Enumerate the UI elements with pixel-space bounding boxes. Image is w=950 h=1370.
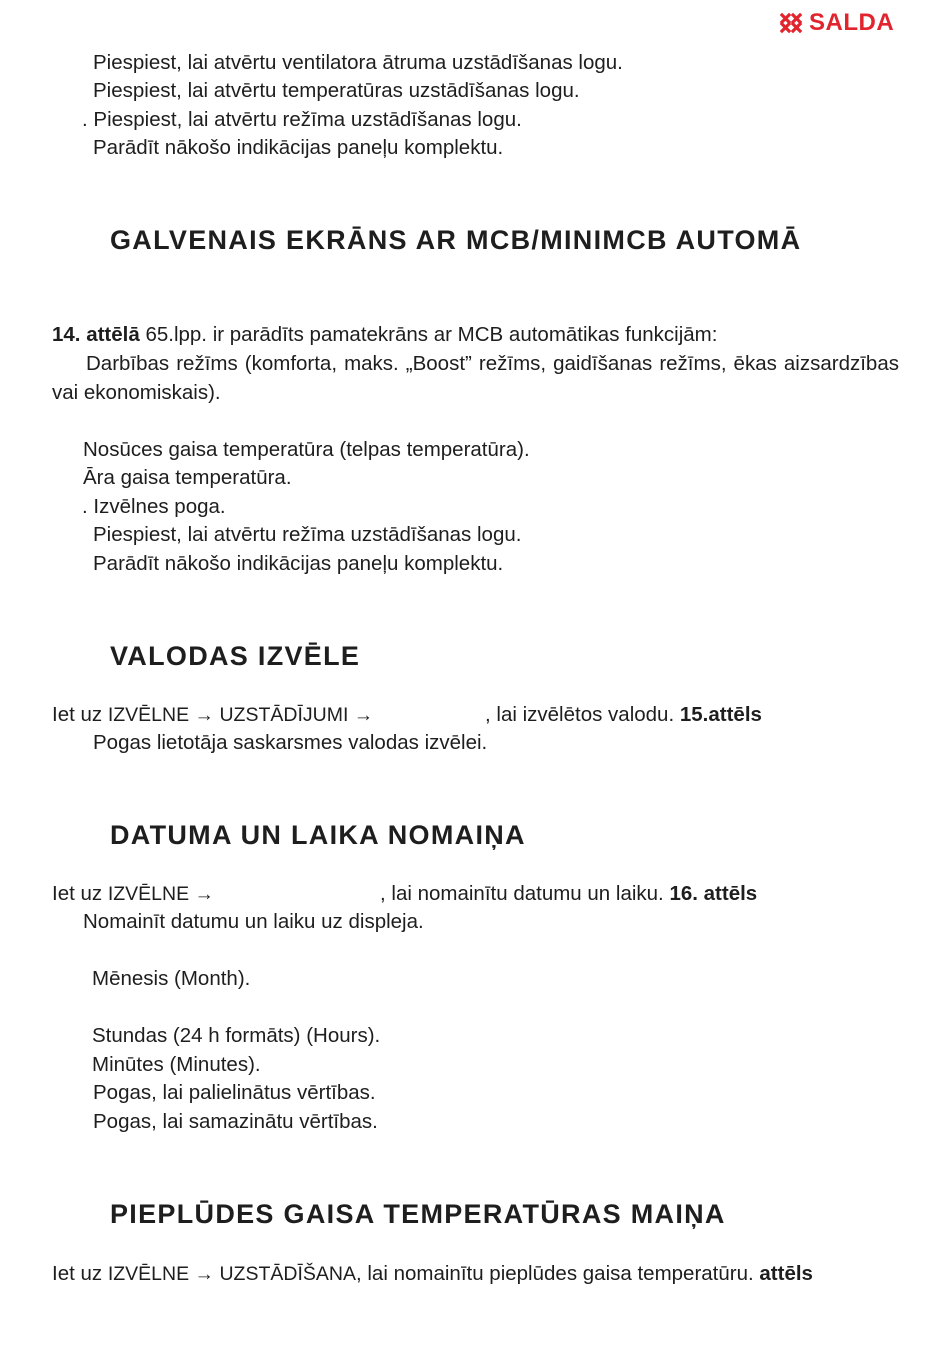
mode-text: Darbības režīms (komforta, maks. „Boost” režīms, gaidīšanas režīms, ēkas aizsardzības vai ekonomiskais). bbox=[52, 352, 899, 405]
section-heading-language: VALODAS IZVĒLE bbox=[110, 641, 361, 671]
datetime-item: Pogas, lai samazinātu vērtības. bbox=[93, 1110, 378, 1133]
section-heading-supply-temperature: PIEPLŪDES GAISA TEMPERATŪRAS MAIŅA bbox=[110, 1199, 726, 1229]
intro-item: Piespiest, lai atvērtu temperatūras uzstādīšanas logu. bbox=[93, 79, 580, 102]
main-item: Piespiest, lai atvērtu režīma uzstādīšanas logu. bbox=[93, 523, 522, 546]
instruction-text: , lai nomainītu datumu un laiku. bbox=[380, 882, 664, 905]
menu-path: IZVĒLNE → UZSTĀDĪŠANA bbox=[107, 1263, 356, 1285]
datetime-item: Pogas, lai palielinātus vērtības. bbox=[93, 1081, 376, 1104]
main-item: Nosūces gaisa temperatūra (telpas temperatūra). bbox=[83, 438, 530, 461]
main-lead-paragraph bbox=[52, 323, 717, 348]
figure-reference: attēls bbox=[759, 1262, 813, 1285]
language-go-to bbox=[52, 703, 373, 728]
datetime-item: Stundas (24 h formāts) (Hours). bbox=[92, 1024, 381, 1047]
figure-reference: 14. attēlā bbox=[52, 323, 140, 346]
datetime-item: Nomainīt datumu un laiku uz displeja. bbox=[83, 910, 424, 933]
datetime-go-to bbox=[52, 882, 214, 907]
datetime-item: Minūtes (Minutes). bbox=[92, 1053, 261, 1076]
menu-path: IZVĒLNE → UZSTĀDĪJUMI → bbox=[107, 704, 374, 726]
menu-path: IZVĒLNE → bbox=[107, 883, 215, 905]
instruction-text: , lai nomainītu pieplūdes gaisa temperatūru. bbox=[355, 1262, 754, 1285]
main-mode-paragraph bbox=[52, 349, 899, 407]
figure-reference: 16. attēls bbox=[669, 882, 758, 905]
section-heading-main-screen: GALVENAIS EKRĀNS AR MCB/MINIMCB AUTOMĀ bbox=[110, 225, 802, 255]
logo-text: SALDA bbox=[809, 9, 895, 36]
main-item: Āra gaisa temperatūra. bbox=[83, 466, 292, 489]
language-note: Pogas lietotāja saskarsmes valodas izvēlei. bbox=[93, 731, 488, 754]
instruction-text: , lai izvēlētos valodu. bbox=[485, 703, 675, 726]
language-instruction bbox=[485, 703, 762, 728]
go-to-text: Iet uz bbox=[52, 882, 103, 905]
figure-reference: 15.attēls bbox=[679, 703, 762, 726]
intro-item: Parādīt nākošo indikācijas paneļu komplektu. bbox=[93, 136, 504, 159]
salda-logo-icon bbox=[779, 12, 803, 34]
supply-paragraph bbox=[52, 1259, 899, 1289]
salda-logo bbox=[779, 11, 894, 35]
datetime-instruction bbox=[380, 882, 757, 907]
main-item: . Izvēlnes poga. bbox=[82, 495, 226, 518]
intro-item: . Piespiest, lai atvērtu režīma uzstādīšanas logu. bbox=[82, 108, 522, 131]
main-lead-text: 65.lpp. ir parādīts pamatekrāns ar MCB automātikas funkcijām: bbox=[145, 323, 718, 346]
go-to-text: Iet uz bbox=[52, 1262, 103, 1285]
main-item: Parādīt nākošo indikācijas paneļu komplektu. bbox=[93, 552, 504, 575]
datetime-item: Mēnesis (Month). bbox=[92, 967, 251, 990]
intro-item: Piespiest, lai atvērtu ventilatora ātruma uzstādīšanas logu. bbox=[93, 51, 623, 74]
go-to-text: Iet uz bbox=[52, 703, 103, 726]
section-heading-datetime: DATUMA UN LAIKA NOMAIŅA bbox=[110, 820, 526, 850]
